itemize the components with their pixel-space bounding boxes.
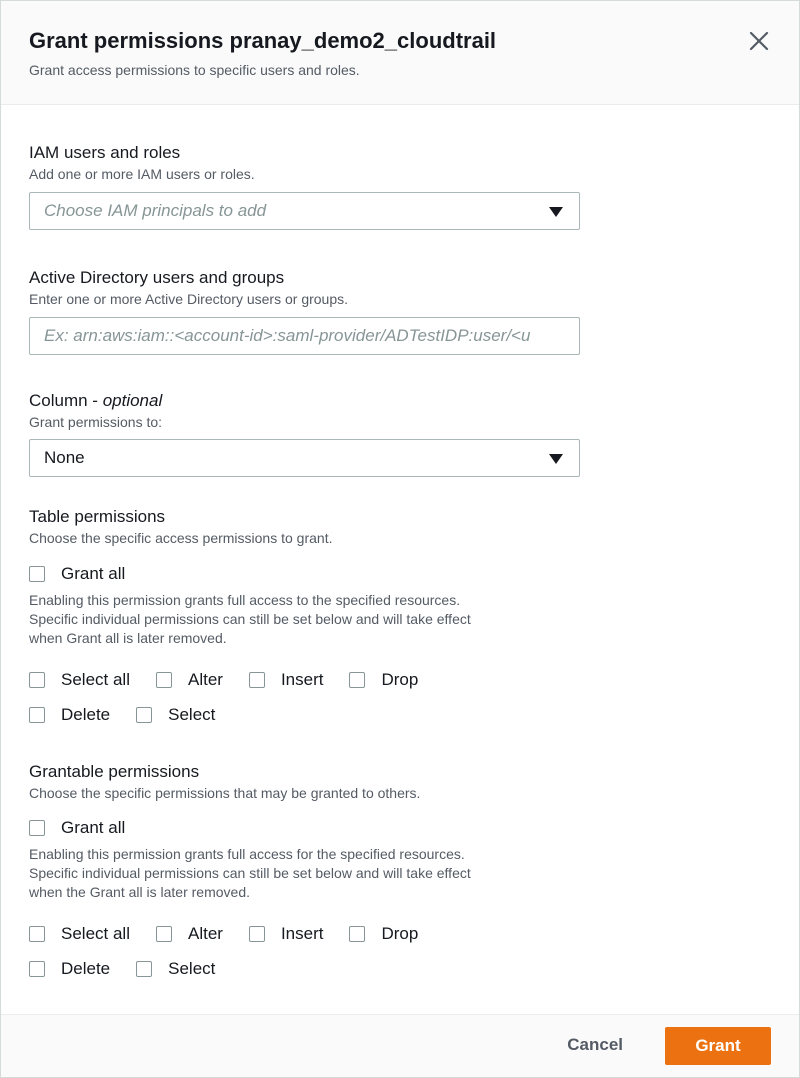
table-permissions-row-2 [29,703,771,727]
checkbox-label: Grant all [61,564,126,583]
modal-footer [1,1014,799,1077]
table-permissions-description: Choose the specific access permissions to grant. [29,530,333,546]
table-insert-checkbox[interactable] [249,670,324,690]
ad-description: Enter one or more Active Directory users or groups. [29,291,349,307]
iam-section [29,142,771,230]
checkbox[interactable] [29,707,45,723]
checkbox[interactable] [29,926,45,942]
note-line: Enabling this permission grants full access to the specified resources. [29,592,461,608]
grantable-permissions-description: Choose the specific permissions that may be granted to others. [29,785,421,801]
modal-header [1,1,799,105]
checkbox-label: Drop [381,924,419,943]
checkbox[interactable] [349,672,365,688]
checkbox[interactable] [136,707,152,723]
table-grant-all-note [29,591,559,648]
table-permissions-row-1 [29,668,771,692]
iam-description: Add one or more IAM users or roles. [29,166,255,182]
checkbox-label: Select [168,959,216,978]
table-drop-checkbox[interactable] [349,670,418,690]
modal-title: Grant permissions pranay_demo2_cloudtrail [29,28,497,53]
checkbox[interactable] [249,672,265,688]
checkbox[interactable] [29,820,45,836]
column-label [29,390,771,412]
column-select[interactable] [29,439,580,477]
note-line: Specific individual permissions can still be set below and will take effect [29,865,471,881]
table-alter-checkbox[interactable] [156,670,223,690]
column-section [29,390,771,477]
grantable-grant-all-row [29,816,771,840]
grantable-permissions-row-2 [29,957,771,981]
grantable-delete-checkbox[interactable] [29,959,110,979]
checkbox-label: Delete [61,959,111,978]
column-selected-value: None [44,448,85,467]
grantable-select-checkbox[interactable] [136,959,215,979]
checkbox[interactable] [29,672,45,688]
checkbox[interactable] [156,926,172,942]
checkbox[interactable] [249,926,265,942]
table-permissions-section [29,506,771,727]
table-grant-all-checkbox[interactable] [29,564,125,584]
checkbox-label: Grant all [61,818,126,837]
checkbox-label: Select all [61,670,130,689]
checkbox[interactable] [29,961,45,977]
grantable-drop-checkbox[interactable] [349,924,418,944]
table-delete-checkbox[interactable] [29,705,110,725]
checkbox-label: Alter [187,670,223,689]
column-label-optional: optional [102,391,163,410]
note-line: when Grant all is later removed. [29,630,227,646]
table-select-checkbox[interactable] [136,705,215,725]
ad-section [29,267,771,355]
grantable-alter-checkbox[interactable] [156,924,223,944]
caret-down-icon [549,454,563,464]
close-icon[interactable] [747,29,771,53]
checkbox-label: Drop [381,670,419,689]
table-permissions-label: Table permissions [29,507,166,526]
grantable-permissions-row-1 [29,922,771,946]
checkbox[interactable] [156,672,172,688]
checkbox-label: Alter [187,924,223,943]
table-grant-all-row [29,562,771,586]
ad-placeholder: Ex: arn:aws:iam::<account-id>:saml-provider/ADTestIDP:user/<u [44,326,531,345]
caret-down-icon [549,207,563,217]
checkbox-label: Select all [61,924,130,943]
checkbox[interactable] [349,926,365,942]
iam-placeholder: Choose IAM principals to add [44,201,267,220]
note-line: when the Grant all is later removed. [29,884,250,900]
note-line: Enabling this permission grants full access for the specified resources. [29,846,465,862]
grantable-grant-all-checkbox[interactable] [29,818,125,838]
ad-users-input[interactable] [29,317,580,355]
modal-body [1,142,799,981]
column-label-text: Column - [29,391,103,410]
grantable-grant-all-note [29,845,559,902]
table-select-all-checkbox[interactable] [29,670,130,690]
grantable-insert-checkbox[interactable] [249,924,324,944]
cancel-button[interactable]: Cancel [567,1035,623,1054]
checkbox-label: Delete [61,705,111,724]
ad-label: Active Directory users and groups [29,268,285,287]
grantable-permissions-section [29,761,771,981]
note-line: Specific individual permissions can still be set below and will take effect [29,611,471,627]
iam-principals-select[interactable] [29,192,580,230]
grantable-select-all-checkbox[interactable] [29,924,130,944]
checkbox-label: Insert [280,924,324,943]
checkbox[interactable] [29,566,45,582]
checkbox-label: Select [168,705,216,724]
grant-button[interactable]: Grant [665,1027,771,1065]
checkbox[interactable] [136,961,152,977]
column-description: Grant permissions to: [29,414,163,430]
iam-label: IAM users and roles [29,143,181,162]
grantable-permissions-label: Grantable permissions [29,762,200,781]
modal-subtitle: Grant access permissions to specific users and roles. [29,62,360,78]
checkbox-label: Insert [280,670,324,689]
